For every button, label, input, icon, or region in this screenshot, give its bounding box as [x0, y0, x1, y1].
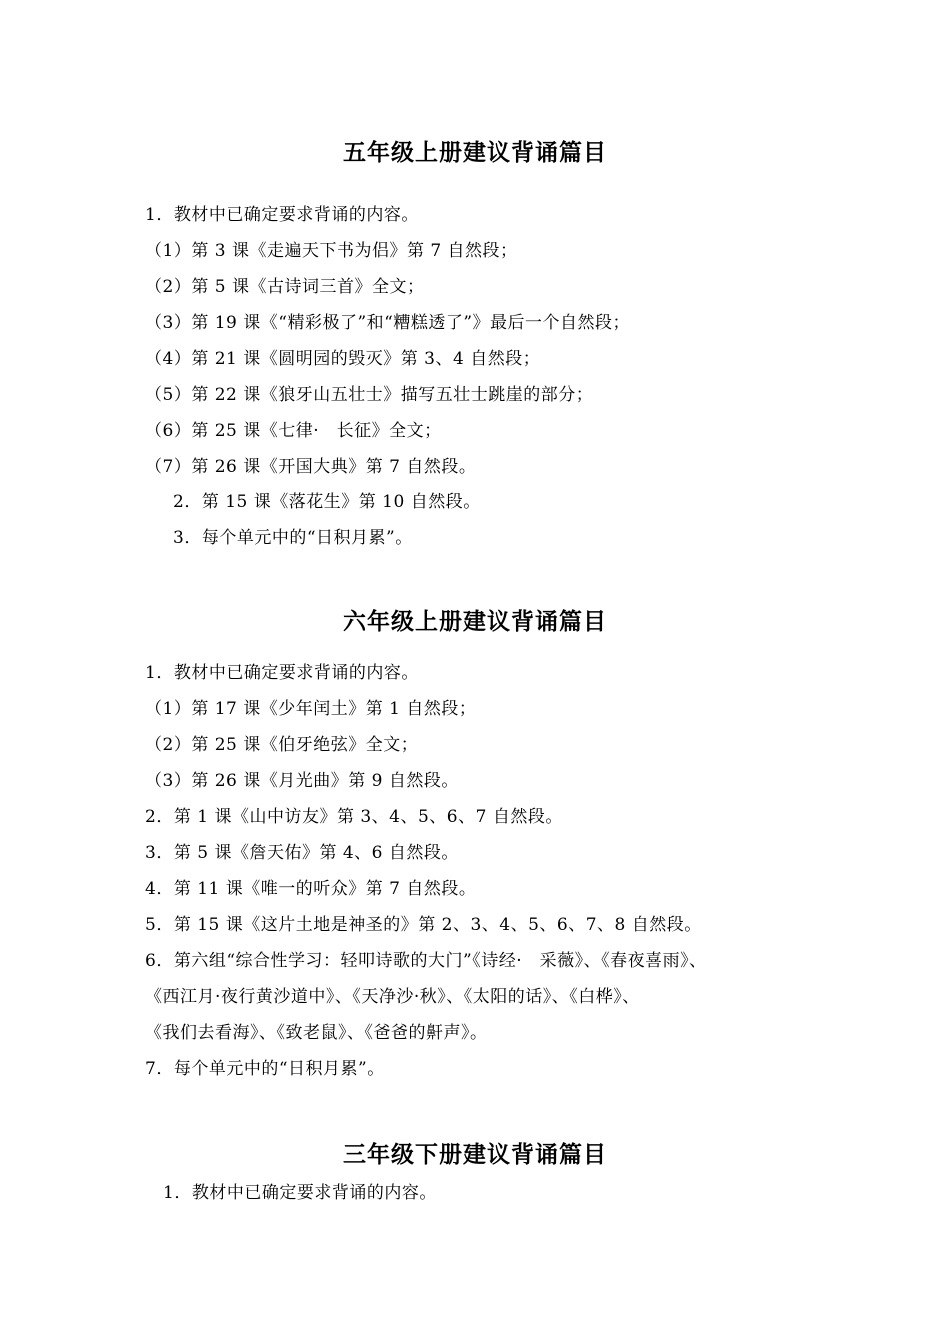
list-item: （4）第 21 课《圆明园的毁灭》第 3、4 自然段；: [145, 349, 541, 369]
list-item: 1．教材中已确定要求背诵的内容。: [145, 663, 419, 683]
list-item: 4．第 11 课《唯一的听众》第 7 自然段。: [145, 879, 477, 899]
list-item: （2）第 5 课《古诗词三首》全文；: [145, 277, 425, 297]
list-item: （3）第 19 课《“精彩极了”和“糟糕透了”》最后一个自然段；: [145, 313, 631, 333]
list-item: 《我们去看海》、《致老鼠》、《爸爸的鼾声》。: [145, 1023, 488, 1043]
list-item: （3）第 26 课《月光曲》第 9 自然段。: [145, 771, 459, 791]
list-item: 《西江月·夜行黄沙道中》、《天净沙·秋》、《太阳的话》、《白桦》、: [145, 987, 640, 1007]
section-title-grade6-vol1: 六年级上册建议背诵篇目: [343, 609, 607, 635]
list-item: 1．教材中已确定要求背诵的内容。: [145, 205, 419, 225]
section-title-grade3-vol2: 三年级下册建议背诵篇目: [343, 1142, 607, 1168]
list-item: 6．第六组“综合性学习：轻叩诗歌的大门”《诗经· 采薇》、《春夜喜雨》、: [145, 951, 707, 971]
list-item: （1）第 3 课《走遍天下书为侣》第 7 自然段；: [145, 241, 518, 261]
list-item: （6）第 25 课《七律· 长征》全文；: [145, 421, 442, 441]
list-item: 1．教材中已确定要求背诵的内容。: [163, 1183, 437, 1203]
list-item: 5．第 15 课《这片土地是神圣的》第 2、3、4、5、6、7、8 自然段。: [145, 915, 702, 935]
list-item: 2．第 15 课《落花生》第 10 自然段。: [173, 492, 481, 512]
list-item: 2．第 1 课《山中访友》第 3、4、5、6、7 自然段。: [145, 807, 563, 827]
list-item: （1）第 17 课《少年闰土》第 1 自然段；: [145, 699, 477, 719]
list-item: 3．第 5 课《詹天佑》第 4、6 自然段。: [145, 843, 459, 863]
list-item: 7．每个单元中的“日积月累”。: [145, 1059, 385, 1079]
list-item: （5）第 22 课《狼牙山五壮士》描写五壮士跳崖的部分；: [145, 385, 594, 405]
list-item: （7）第 26 课《开国大典》第 7 自然段。: [145, 457, 477, 477]
list-item: 3．每个单元中的“日积月累”。: [173, 528, 413, 548]
section-title-grade5-vol1: 五年级上册建议背诵篇目: [343, 140, 607, 166]
list-item: （2）第 25 课《伯牙绝弦》全文；: [145, 735, 419, 755]
